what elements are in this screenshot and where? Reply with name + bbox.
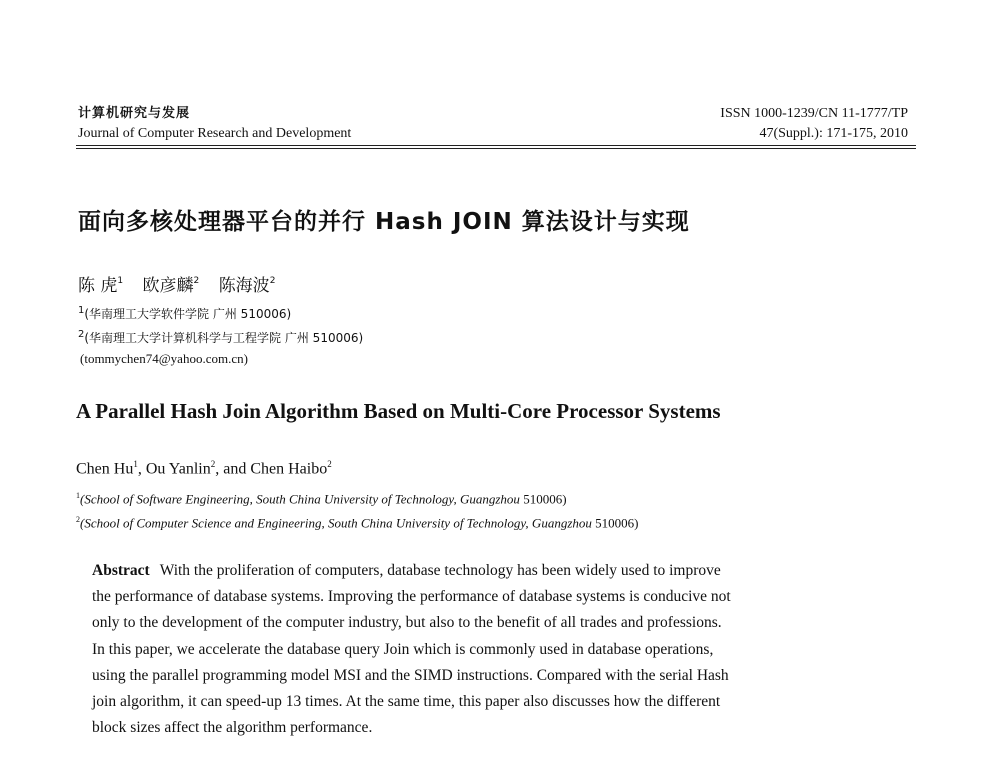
author-cn-sup: 1 [117, 276, 124, 286]
author-separator: , [137, 460, 146, 478]
abstract-text: With the proliferation of computers, database technology has been widely used to improve [159, 562, 721, 579]
abstract-line [92, 558, 900, 584]
authors-en [76, 459, 332, 478]
abstract-line: using the parallel programming model MSI and the SIMD instructions. Compared with the serial Hash [92, 666, 729, 684]
affiliation-sup: 1 [78, 305, 85, 316]
abstract-line: only to the development of the computer industry, but also to the benefit of all trades and professions. [92, 614, 722, 632]
author-cn-sup: 2 [193, 276, 200, 286]
abstract-label: Abstract [92, 562, 150, 579]
header-rule-bottom [76, 148, 916, 149]
author-en-sup: 2 [327, 459, 332, 469]
affiliation-sup: 1 [76, 491, 80, 500]
author-cn-sup: 2 [269, 276, 276, 286]
header-rule-top [76, 145, 916, 146]
affiliation-text: (School of Software Engineering, South China University of Technology, Guangzhou [80, 491, 520, 507]
affiliation-text: (华南理工大学软件学院 广州 510006) [84, 307, 292, 321]
affiliation-postcode: 510006) [595, 515, 639, 531]
abstract-line: the performance of database systems. Improving the performance of database systems is conducive not [92, 588, 731, 606]
affiliation-text: (School of Computer Science and Engineering, South China University of Technology, Guangzhou [80, 515, 592, 531]
author-cn-name: 欧彦麟 [142, 276, 194, 296]
author-cn-name: 陈 虎 [78, 276, 118, 296]
journal-name-en: Journal of Computer Research and Development [78, 126, 352, 141]
authors-cn [78, 271, 289, 296]
author-cn-name: 陈海波 [218, 276, 270, 296]
affiliation-sup: 2 [78, 329, 85, 340]
abstract [92, 558, 900, 741]
journal-name-cn: 计算机研究与发展 [78, 106, 191, 121]
author-en-name: Chen Haibo [250, 460, 328, 478]
title-cn: 面向多核处理器平台的并行 Hash JOIN 算法设计与实现 [78, 209, 690, 235]
author-separator: , and [215, 460, 251, 478]
affiliation-cn-2 [78, 327, 363, 346]
abstract-line: block sizes affect the algorithm performance. [92, 719, 373, 737]
affiliation-postcode: 510006) [523, 491, 567, 507]
journal-header-right [448, 104, 908, 144]
affiliation-en-2 [76, 512, 638, 531]
affiliation-sup: 2 [76, 515, 80, 524]
author-en-name: Chen Hu [76, 460, 134, 478]
affiliation-text: (华南理工大学计算机科学与工程学院 广州 510006) [84, 331, 364, 345]
affiliation-cn-1 [78, 303, 291, 322]
abstract-line: join algorithm, it can speed-up 13 times. At the same time, this paper also discusses how the different [92, 692, 721, 710]
volume-line: 47(Suppl.): 171-175, 2010 [759, 126, 908, 141]
abstract-line: In this paper, we accelerate the database query Join which is commonly used in database operations, [92, 640, 714, 658]
author-en-sup: 2 [210, 459, 216, 469]
author-en-sup: 1 [133, 459, 138, 469]
author-en-name: Ou Yanlin [145, 460, 211, 478]
title-en: A Parallel Hash Join Algorithm Based on Multi-Core Processor Systems [76, 399, 721, 423]
issn-line: ISSN 1000-1239/CN 11-1777/TP [720, 106, 908, 121]
affiliation-en-1 [76, 488, 567, 507]
author-email: (tommychen74@yahoo.com.cn) [80, 351, 248, 366]
